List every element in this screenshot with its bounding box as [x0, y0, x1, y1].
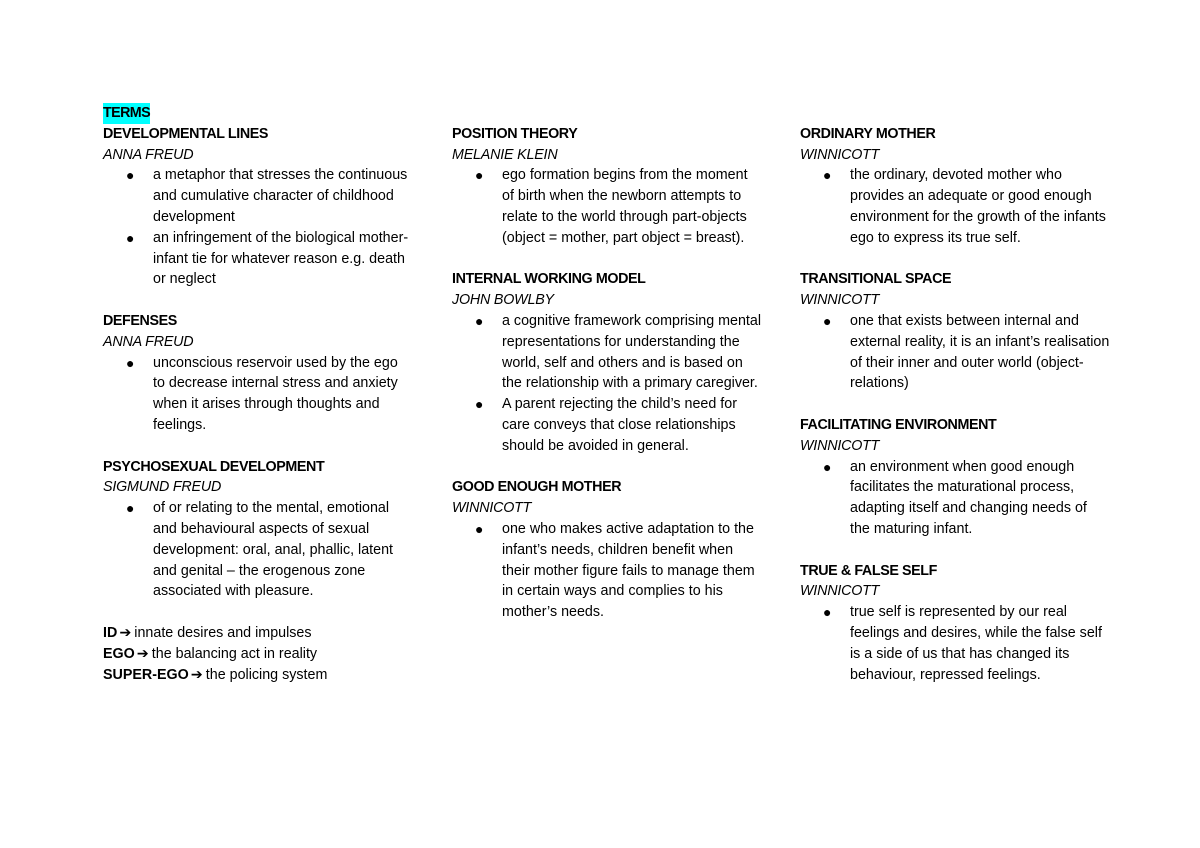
term-author: WINNICOTT [800, 146, 880, 163]
term-author: WINNICOTT [800, 437, 880, 454]
column-2 [452, 103, 762, 644]
structure-label: ID [103, 624, 118, 641]
bullet-icon: ● [475, 396, 484, 413]
term-author: ANNA FREUD [103, 333, 194, 350]
term-name: DEFENSES [103, 312, 177, 329]
bullet-list [452, 519, 762, 623]
bullet-icon: ● [126, 229, 135, 246]
bullet-icon: ● [475, 312, 484, 329]
list-item [103, 498, 413, 602]
bullet-list [103, 353, 413, 436]
column-3 [800, 103, 1110, 706]
term-author: WINNICOTT [800, 583, 880, 600]
bullet-text: one that exists between internal and external reality, it is an infant’s realisation of their inner and outer world (object-relations) [850, 312, 1110, 392]
term-good-enough-mother [452, 477, 762, 623]
bullet-text: true self is represented by our real feelings and desires, while the false self is a side of us that has changed its behaviour, repressed feelings. [850, 604, 1102, 683]
term-defenses [103, 311, 413, 436]
list-item [103, 353, 413, 436]
structure-label: EGO [103, 645, 135, 662]
bullet-icon: ● [126, 500, 135, 517]
term-psychosexual-development [103, 457, 413, 603]
psyche-structures [103, 623, 413, 685]
structure-text: the balancing act in reality [151, 645, 318, 662]
bullet-text: A parent rejecting the child’s need for care conveys that close relationships should be avoided in general. [502, 396, 737, 454]
list-item [800, 602, 1110, 685]
list-item [800, 457, 1110, 540]
structure-ego [103, 644, 413, 665]
bullet-icon: ● [823, 458, 832, 475]
bullet-icon: ● [823, 167, 832, 184]
structure-text: the policing system [205, 666, 328, 683]
term-author: MELANIE KLEIN [452, 146, 558, 163]
bullet-icon: ● [823, 604, 832, 621]
term-name: ORDINARY MOTHER [800, 125, 936, 142]
term-name: TRUE & FALSE SELF [800, 562, 937, 579]
term-name: INTERNAL WORKING MODEL [452, 271, 646, 288]
bullet-text: of or relating to the mental, emotional and behavioural aspects of sexual development: oral, anal, phallic, latent and genital – the erogenous zone associated with pleasure. [153, 500, 394, 600]
structure-text: innate desires and impulses [134, 624, 312, 641]
bullet-list [800, 602, 1110, 685]
list-item [452, 519, 762, 623]
bullet-list [800, 457, 1110, 540]
bullet-text: the ordinary, devoted mother who provides an adequate or good enough environment for the growth of the infants ego to express its true self. [850, 167, 1106, 246]
arrow-right-icon: ➔ [136, 645, 149, 662]
bullet-icon: ● [126, 167, 135, 184]
arrow-right-icon: ➔ [190, 666, 203, 683]
term-name: TRANSITIONAL SPACE [800, 271, 952, 288]
list-item [452, 165, 762, 248]
bullet-list [103, 165, 413, 290]
bullet-text: ego formation begins from the moment of birth when the newborn attempts to relate to the world through part-objects (object = mother, part object = breast). [502, 167, 748, 246]
column-1 [103, 103, 413, 685]
bullet-text: an infringement of the biological mother-infant tie for whatever reason e.g. death or neglect [153, 229, 409, 288]
structure-label: SUPER-EGO [103, 666, 189, 683]
term-author: WINNICOTT [800, 292, 880, 309]
list-item [452, 394, 762, 456]
bullet-icon: ● [823, 312, 832, 329]
term-name: GOOD ENOUGH MOTHER [452, 479, 622, 496]
term-name: DEVELOPMENTAL LINES [103, 125, 269, 142]
document-title: TERMS [103, 103, 150, 124]
bullet-icon: ● [126, 354, 135, 371]
term-name: PSYCHOSEXUAL DEVELOPMENT [103, 458, 325, 475]
term-name: FACILITATING ENVIRONMENT [800, 416, 997, 433]
bullet-text: one who makes active adaptation to the infant’s needs, children benefit when their mother figure fails to manage them in certain ways and complies to his mother’s needs. [502, 520, 755, 621]
bullet-list [800, 165, 1110, 248]
bullet-list [452, 311, 762, 457]
term-position-theory [452, 124, 762, 249]
list-item [103, 165, 413, 227]
term-developmental-lines [103, 124, 413, 290]
bullet-text: unconscious reservoir used by the ego to decrease internal stress and anxiety when it arises through thoughts and feelings. [153, 354, 398, 433]
list-item [452, 311, 762, 394]
structure-super-ego [103, 665, 413, 686]
term-author: WINNICOTT [452, 500, 532, 517]
bullet-text: a metaphor that stresses the continuous and cumulative character of childhood development [153, 167, 408, 225]
term-author: SIGMUND FREUD [103, 479, 222, 496]
bullet-text: a cognitive framework comprising mental representations for understanding the world, self and others and is based on the relationship with a primary caregiver. [502, 312, 762, 392]
term-author: ANNA FREUD [103, 146, 194, 163]
list-item [800, 311, 1110, 394]
bullet-list [103, 498, 413, 602]
arrow-right-icon: ➔ [119, 624, 132, 641]
bullet-icon: ● [475, 520, 484, 537]
term-author: JOHN BOWLBY [452, 292, 554, 309]
term-facilitating-environment [800, 415, 1110, 540]
term-ordinary-mother [800, 124, 1110, 249]
term-name: POSITION THEORY [452, 125, 578, 142]
term-transitional-space [800, 269, 1110, 394]
structure-id [103, 623, 413, 644]
list-item [800, 165, 1110, 248]
bullet-list [452, 165, 762, 248]
list-item [103, 228, 413, 290]
term-internal-working-model [452, 269, 762, 456]
bullet-icon: ● [475, 167, 484, 184]
bullet-text: an environment when good enough facilitates the maturational process, adapting itself and changing needs of the maturing infant. [850, 458, 1087, 537]
bullet-list [800, 311, 1110, 394]
term-true-false-self [800, 561, 1110, 686]
